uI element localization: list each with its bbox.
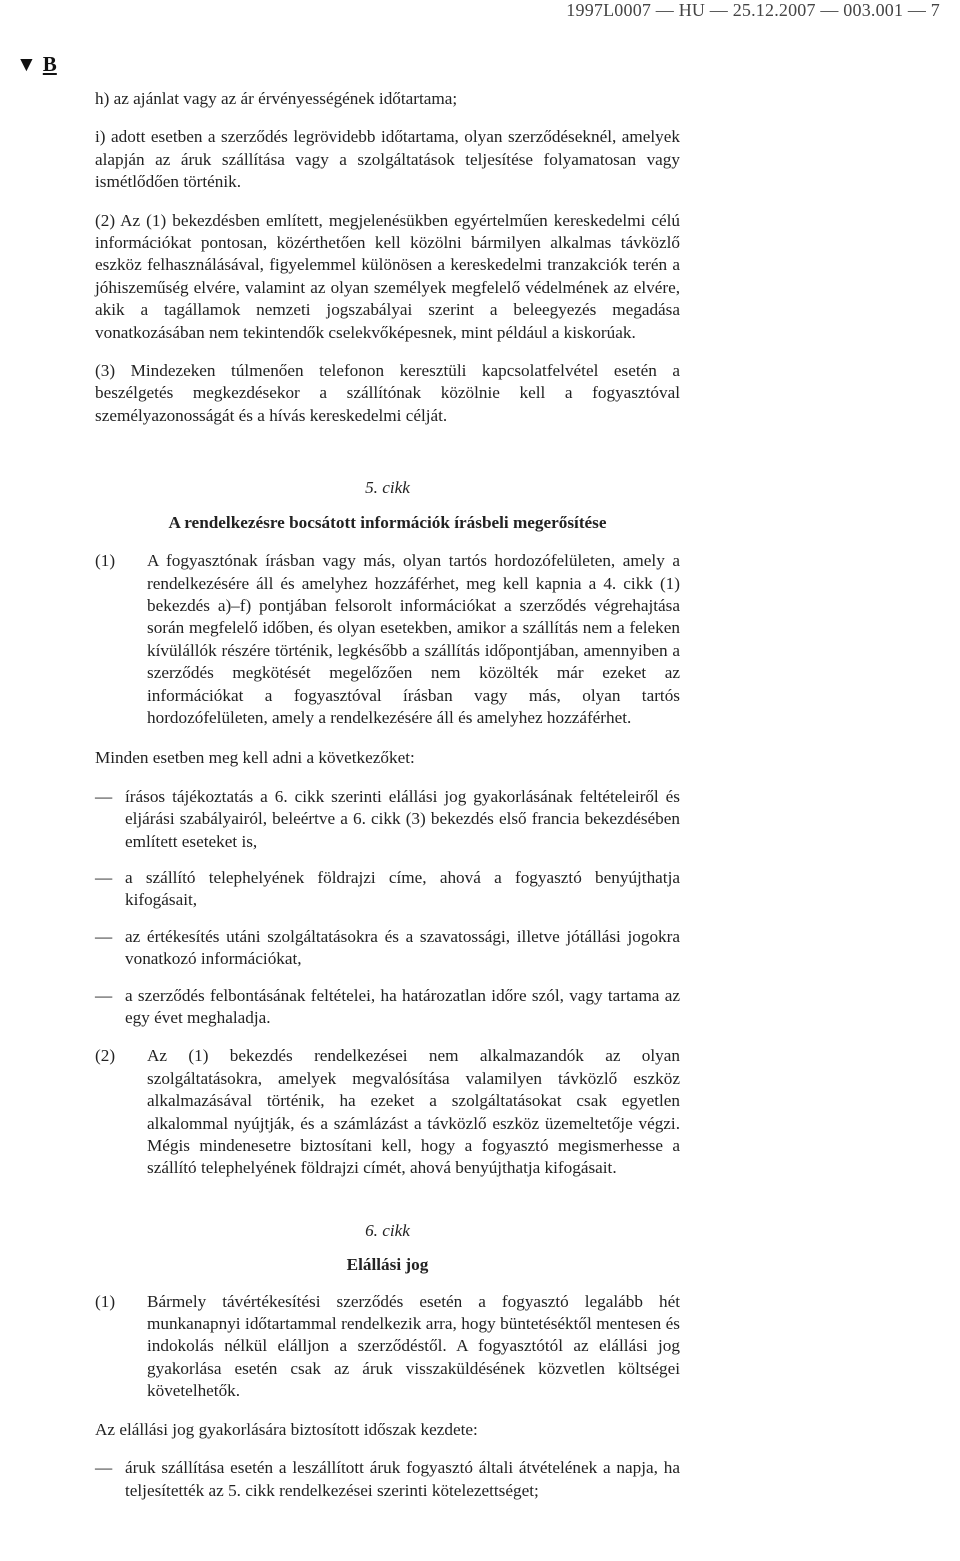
- list-item: [95, 985, 680, 1030]
- list-item-text: a szállító telephelyének földrajzi címe, ahová a fogyasztó benyújthatja kifogásait,: [125, 867, 680, 910]
- list-item-text: írásos tájékoztatás a 6. cikk szerinti elállási jog gyakorlásának feltételeiről és eljárási szabályairól, beleértve a 6. cikk (3) bekezdés első francia bekezdésében említett eseteket is,: [125, 786, 680, 851]
- article-6-title: Elállási jog: [346, 1255, 429, 1275]
- art5-paragraph-2: [95, 1045, 680, 1179]
- item-i: i) adott esetben a szerződés legrövidebb időtartama, olyan szerződéseknél, amelyek alapján az áruk szállítása vagy a szolgáltatások teljesítése folyamatosan vagy ismétlődően történik.: [95, 127, 680, 192]
- art5-paragraph-1: [95, 550, 680, 729]
- article-5-title: A rendelkezésre bocsátott információk írásbeli megerősítése: [168, 512, 607, 532]
- dash-marker: —: [95, 926, 113, 946]
- paragraph-number: (2): [95, 1046, 116, 1066]
- item-h: h) az ajánlat vagy az ár érvényességének időtartama;: [95, 89, 458, 108]
- paragraph-text: A fogyasztónak írásban vagy más, olyan tartós hordozófelületen, amely a rendelkezésére áll és amelyhez hozzáférhet, meg kell kapnia a 4. cikk (1) bekezdés a)–f) pontjában felsorolt információkat a szerződés végrehajtása során megfelelő időben, és olyan esetekben, amikor a szállítás nem a feleken kívülállók részére történik, legkésőbb a szállítás időpontjában, amennyiben a szerződés megkötését megelőzően nem közölték már ezeket az információkat a fogyasztóval írásban vagy más, olyan tartós hordozófelületen, amely a rendelkezésére áll és amelyhez hozzáférhet.: [147, 551, 680, 727]
- list-item: [95, 867, 680, 912]
- list-item-text: áruk szállítása esetén a leszállított áruk fogyasztó általi átvételének a napja, ha teljesítették az 5. cikk rendelkezései szerinti kötelezettséget;: [125, 1458, 680, 1500]
- amendment-marker-letter: B: [42, 52, 57, 76]
- document-header: 1997L0007 — HU — 25.12.2007 — 003.001 — 7: [566, 0, 940, 20]
- dash-marker: —: [95, 867, 113, 887]
- art6-intro: Az elállási jog gyakorlására biztosított időszak kezdete:: [95, 1419, 478, 1439]
- art4-paragraph-3: (3) Mindezeken túlmenően telefonon keresztüli kapcsolatfelvétel esetén a beszélgetés megkezdésekor a szállítónak közölnie kell a fogyasztóval személyazonosságát és a hívás kereskedelmi célját.: [95, 361, 680, 425]
- article-5-number: 5. cikk: [365, 478, 410, 498]
- triangle-down-icon: ▼: [16, 52, 37, 76]
- amendment-marker: [16, 52, 57, 77]
- paragraph-text: Az (1) bekezdés rendelkezései nem alkalmazandók az olyan szolgáltatásokra, amelyek megvalósítása valamilyen távközlő eszköz alkalmazásával történik, ha ezeket a szolgáltatásokat csak egyetlen alkalommal nyújtják, és a számlázást a távközlő eszköz üzemeltetője végzi. Mégis mindenesetre biztosítani kell, hogy a fogyasztó megismerhesse a szállító telephelyének földrajzi címét, ahová benyújthatja kifogásait.: [147, 1046, 680, 1178]
- paragraph-text: Bármely távértékesítési szerződés esetén a fogyasztó legalább hét munkanapnyi időtartammal rendelkezik arra, hogy büntetéséktől mentesen és indokolás nélkül elálljon a szerződéstől. A fogyasztótól az elállási jog gyakorlása esetén csak az áruk visszaküldésének közvetlen költségei követelhetők.: [147, 1291, 680, 1401]
- art6-paragraph-1: [95, 1291, 680, 1403]
- paragraph-number: (1): [95, 1291, 116, 1311]
- article-6-number: 6. cikk: [365, 1220, 410, 1240]
- art4-paragraph-2: (2) Az (1) bekezdésben említett, megjelenésükben egyértelműen kereskedelmi célú információkat pontosan, közérthetően kell közölni bármilyen alkalmas távközlő eszköz felhasználásával, figyelemmel különösen a kereskedelmi tranzakciók terén a jóhiszeműség elvére, valamint az olyan személyek megfelelő védelmének az elvére, akik a tagállamok nemzeti jogszabályai szerint a beleegyezés megadása vonatkozásában nem tekintendők cselekvőképesnek, mint például a kiskorúak.: [95, 210, 680, 342]
- dash-marker: —: [95, 985, 113, 1005]
- art5-intro: Minden esetben meg kell adni a következőket:: [95, 748, 415, 768]
- dash-marker: —: [95, 1458, 113, 1478]
- document-body: [95, 88, 680, 1502]
- dash-marker: —: [95, 786, 113, 806]
- list-item-text: a szerződés felbontásának feltételei, ha határozatlan időre szól, vagy tartama az egy évet meghaladja.: [125, 985, 680, 1027]
- paragraph-number: (1): [95, 551, 116, 571]
- list-item-text: az értékesítés utáni szolgáltatásokra és a szavatossági, illetve jótállási jogokra vonatkozó információkat,: [125, 926, 680, 969]
- list-item: [95, 1457, 680, 1502]
- list-item: [95, 786, 680, 853]
- list-item: [95, 926, 680, 971]
